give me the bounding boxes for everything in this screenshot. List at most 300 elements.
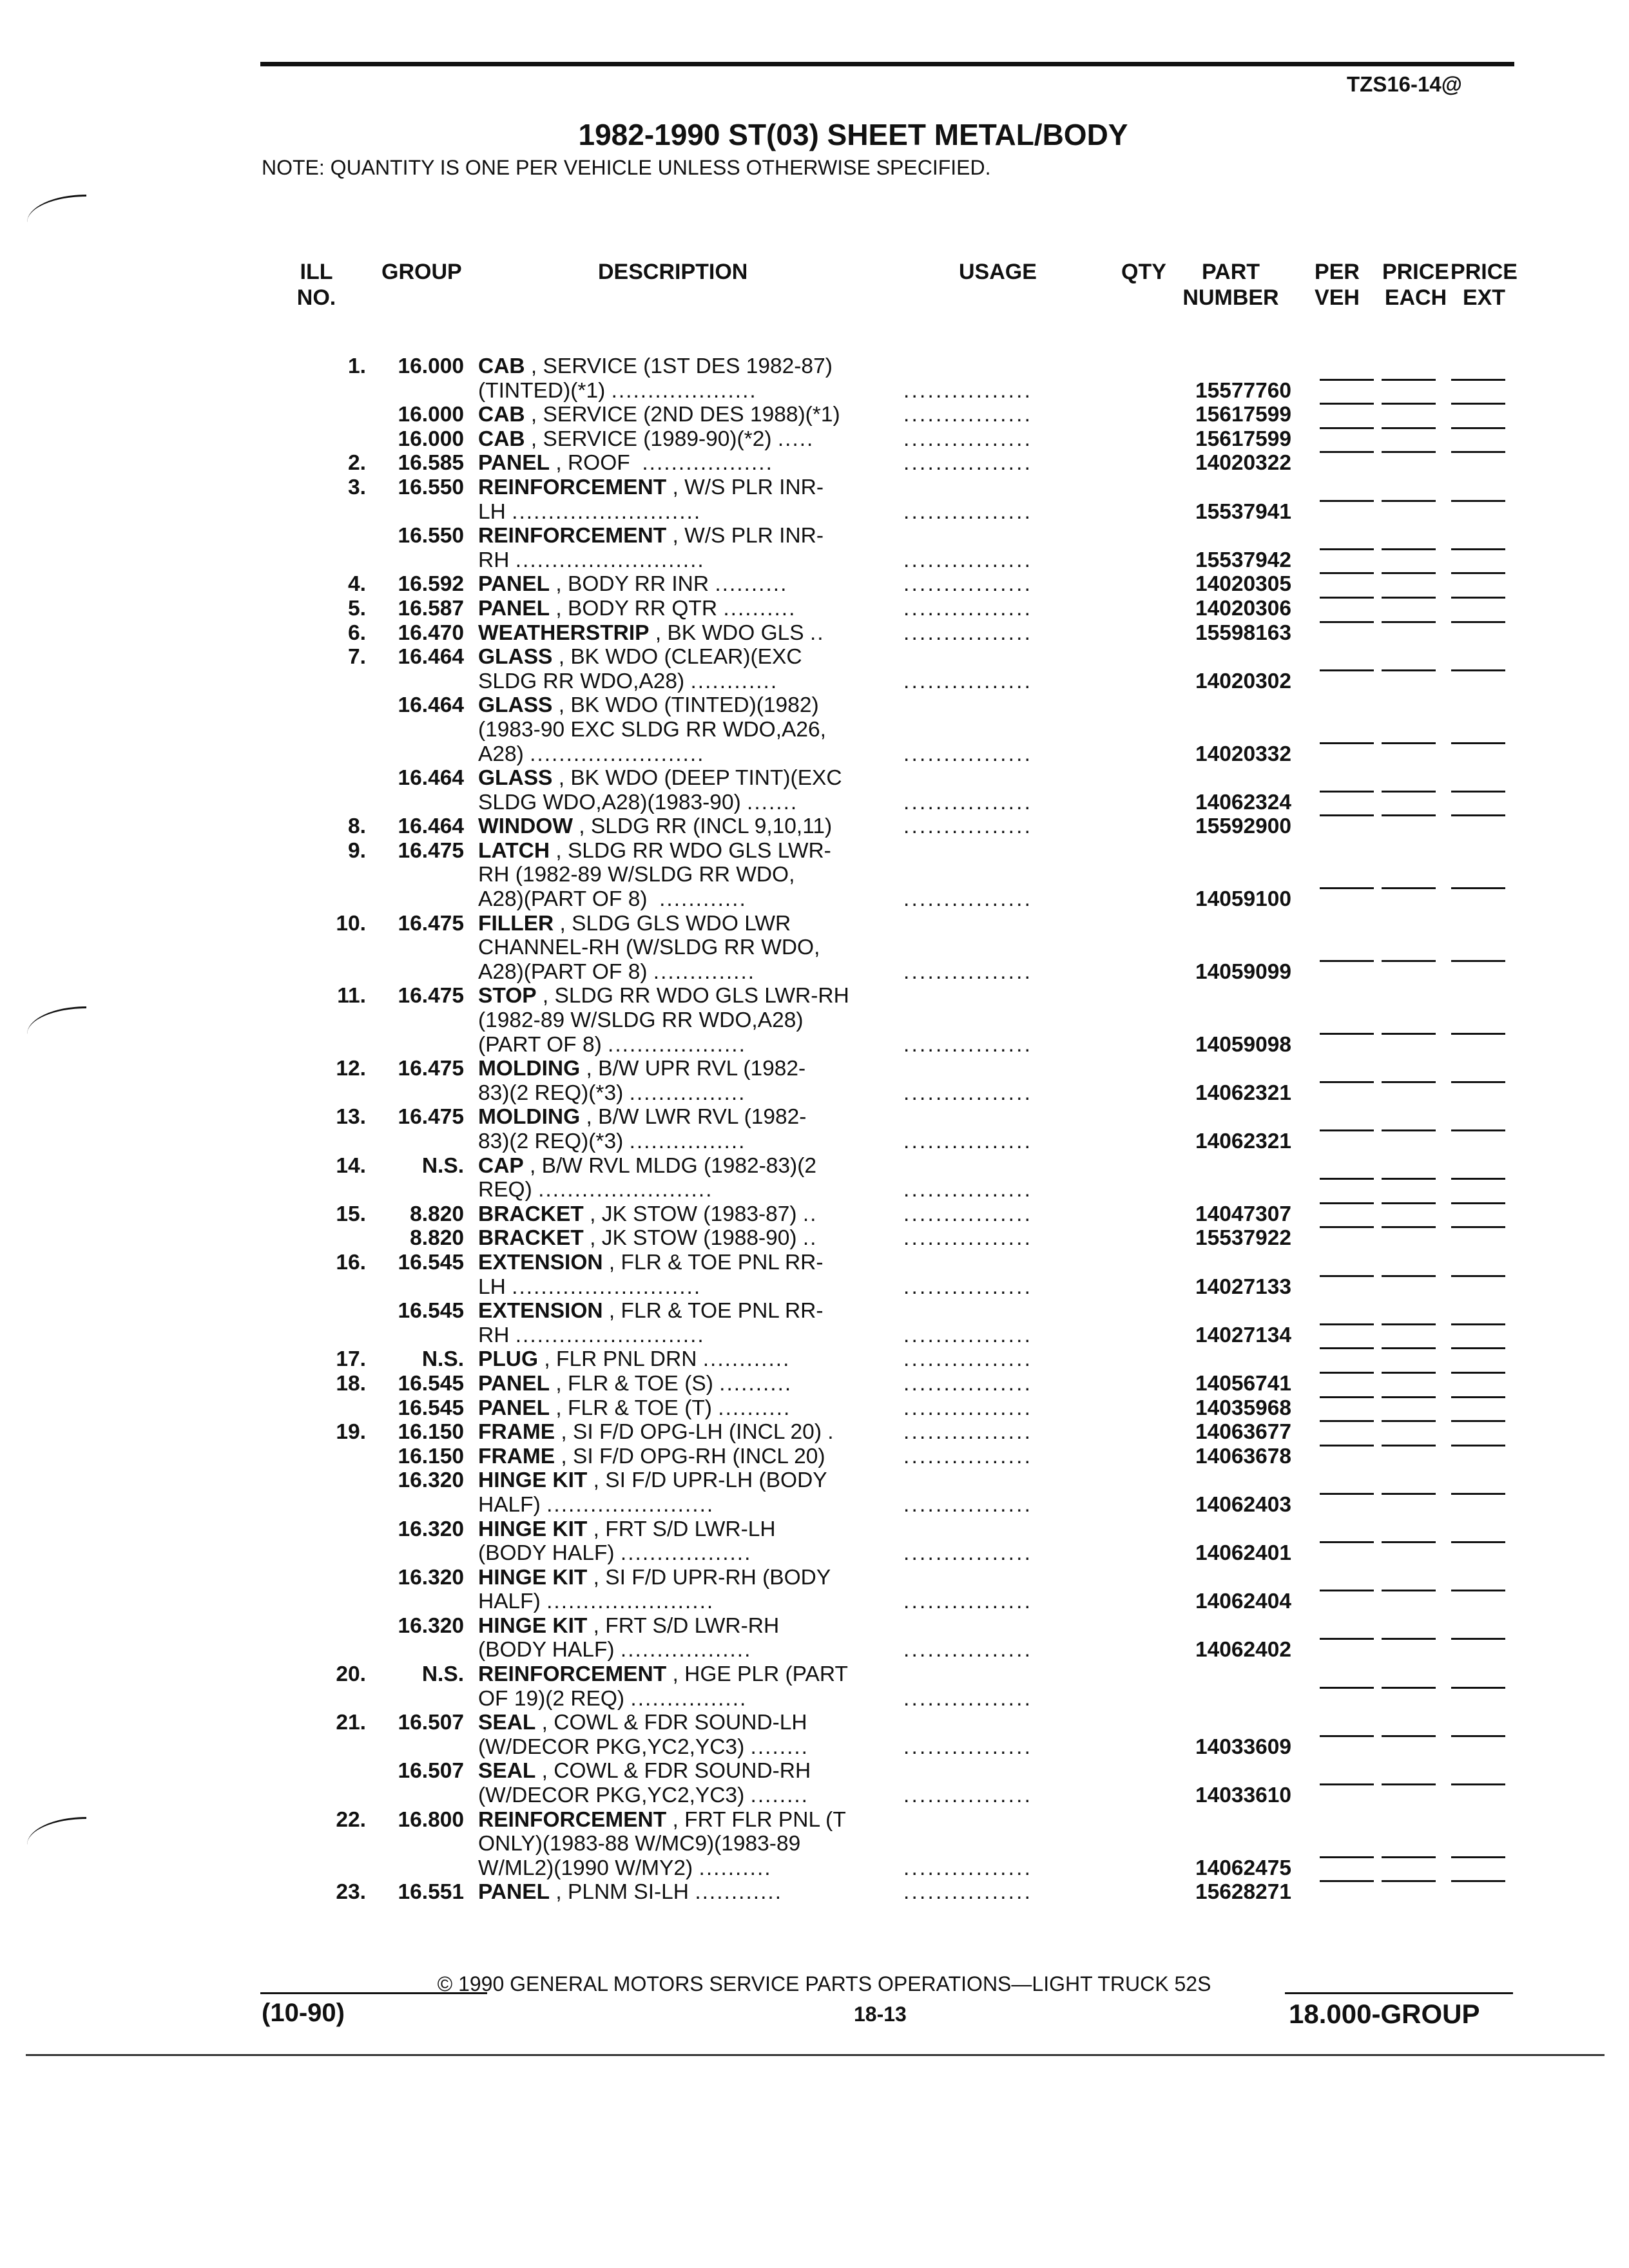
- description: [478, 451, 878, 476]
- group-number: N.S.: [421, 1662, 464, 1687]
- header-usage: USAGE: [959, 260, 1037, 284]
- header-price-each: PRICE EACH: [1382, 260, 1449, 310]
- description: [478, 1759, 878, 1783]
- usage-leader: ................: [903, 790, 1033, 814]
- table-row: [0, 887, 1629, 912]
- item-detail: (PART OF 8): [478, 1032, 608, 1057]
- per-veh-blank: [1320, 1445, 1374, 1446]
- part-number: 14062321: [1195, 1081, 1291, 1105]
- item-detail: , SLDG RR WDO GLS LWR-: [550, 838, 831, 863]
- group-number: 16.592: [398, 572, 464, 597]
- leader-dots: ............: [702, 1347, 791, 1372]
- description: [478, 1347, 878, 1372]
- group-number: 16.320: [398, 1613, 464, 1638]
- item-detail: OF 19)(2 REQ): [478, 1686, 631, 1711]
- price-each-blank: [1382, 1493, 1436, 1495]
- item-detail: , HGE PLR (PART: [666, 1662, 848, 1687]
- item-detail: , SLDG GLS WDO LWR: [554, 911, 791, 936]
- price-ext-blank: [1451, 572, 1505, 574]
- description: [478, 912, 878, 936]
- item-detail: , COWL & FDR SOUND-RH: [535, 1759, 811, 1783]
- part-number: 14033609: [1195, 1735, 1291, 1759]
- description: [478, 1711, 878, 1735]
- ill-number: 2.: [348, 451, 366, 476]
- usage-leader: ................: [903, 742, 1033, 766]
- per-veh-blank: [1320, 1275, 1374, 1277]
- item-name: HINGE KIT: [478, 1468, 588, 1493]
- description: [478, 1445, 878, 1469]
- price-ext-blank: [1451, 1226, 1505, 1228]
- part-number: 14059100: [1195, 887, 1291, 912]
- item-name: HINGE KIT: [478, 1613, 588, 1638]
- price-each-blank: [1382, 669, 1436, 671]
- usage-leader: ................: [903, 1735, 1033, 1759]
- table-row: [0, 1323, 1629, 1348]
- item-name: REINFORCEMENT: [478, 1662, 667, 1687]
- leader-dots: ..............: [653, 959, 756, 984]
- description: [478, 1033, 878, 1057]
- group-number: 16.470: [398, 620, 464, 645]
- page-title: 1982-1990 ST(03) SHEET METAL/BODY: [578, 118, 1128, 151]
- ill-number: 4.: [348, 572, 366, 597]
- part-number: 14020332: [1195, 742, 1291, 766]
- price-each-blank: [1382, 427, 1436, 429]
- price-each-blank: [1382, 621, 1436, 623]
- item-detail: (1983-90 EXC SLDG RR WDO,A26,: [478, 717, 826, 742]
- item-detail: (W/DECOR PKG,YC2,YC3): [478, 1735, 751, 1759]
- item-detail: , SI F/D UPR-RH (BODY: [587, 1565, 831, 1590]
- usage-leader: ................: [903, 1686, 1033, 1711]
- price-each-blank: [1382, 1638, 1436, 1640]
- group-number: 16.464: [398, 693, 464, 718]
- group-number: N.S.: [421, 1153, 464, 1178]
- price-ext-blank: [1451, 1178, 1505, 1180]
- part-number: 14059098: [1195, 1032, 1291, 1057]
- item-name: FILLER: [478, 911, 554, 936]
- description: [478, 1880, 878, 1905]
- description: [478, 1178, 878, 1202]
- header-part-number: PART NUMBER: [1182, 260, 1279, 310]
- price-ext-blank: [1451, 1202, 1505, 1204]
- per-veh-blank: [1320, 1590, 1374, 1591]
- table-row: [0, 1445, 1629, 1469]
- ill-number: 17.: [336, 1347, 366, 1372]
- table-row: [0, 1468, 1629, 1493]
- table-row: [0, 1299, 1629, 1323]
- price-ext-blank: [1451, 1275, 1505, 1277]
- leader-dots: ............: [659, 887, 747, 912]
- item-name: MOLDING: [478, 1057, 581, 1081]
- header-ill: ILL NO.: [296, 260, 336, 310]
- item-name: MOLDING: [478, 1105, 581, 1129]
- item-detail: RH (1982-89 W/SLDG RR WDO,: [478, 863, 795, 887]
- table-row: [0, 1735, 1629, 1760]
- part-number: 14020305: [1195, 572, 1291, 597]
- table-row: [0, 693, 1629, 718]
- description: [478, 766, 878, 791]
- table-row: [0, 621, 1629, 646]
- description: [478, 476, 878, 500]
- leader-dots: ..: [802, 1202, 818, 1226]
- price-each-blank: [1382, 1735, 1436, 1737]
- table-row: [0, 863, 1629, 887]
- ill-number: 5.: [348, 596, 366, 620]
- per-veh-blank: [1320, 1783, 1374, 1785]
- item-name: PANEL: [478, 1880, 550, 1905]
- leader-dots: ........: [750, 1735, 809, 1759]
- item-detail: , FLR & TOE (S): [550, 1371, 720, 1396]
- leader-dots: .......................: [546, 1492, 715, 1517]
- per-veh-blank: [1320, 960, 1374, 962]
- group-number: 8.820: [410, 1226, 464, 1251]
- per-veh-blank: [1320, 1493, 1374, 1495]
- top-rule: [260, 62, 1514, 66]
- description: [478, 742, 878, 767]
- price-ext-blank: [1451, 1541, 1505, 1543]
- footer-date: (10-90): [262, 1999, 345, 2027]
- table-row: [0, 1081, 1629, 1106]
- leader-dots: ..................: [620, 1638, 752, 1662]
- item-detail: (1982-89 W/SLDG RR WDO,A28): [478, 1008, 804, 1033]
- item-detail: SLDG RR WDO,A28): [478, 669, 691, 693]
- item-detail: , FLR PNL DRN: [538, 1347, 703, 1372]
- item-detail: , B/W RVL MLDG (1982-83)(2: [523, 1153, 816, 1178]
- item-name: PANEL: [478, 1371, 550, 1396]
- item-detail: , SLDG RR WDO GLS LWR-RH: [536, 984, 849, 1008]
- description: [478, 863, 878, 887]
- table-row: [0, 379, 1629, 403]
- per-veh-blank: [1320, 1541, 1374, 1543]
- price-each-blank: [1382, 1202, 1436, 1204]
- per-veh-blank: [1320, 1033, 1374, 1035]
- usage-leader: ................: [903, 548, 1033, 572]
- item-detail: ONLY)(1983-88 W/MC9)(1983-89: [478, 1832, 801, 1856]
- price-each-blank: [1382, 1590, 1436, 1591]
- group-number: 16.475: [398, 1057, 464, 1081]
- per-veh-blank: [1320, 572, 1374, 574]
- parts-list: [0, 354, 1629, 1905]
- group-number: 16.475: [398, 911, 464, 936]
- group-number: 16.464: [398, 814, 464, 839]
- price-ext-blank: [1451, 960, 1505, 962]
- usage-leader: ................: [903, 1420, 1033, 1445]
- group-number: 16.507: [398, 1711, 464, 1735]
- price-each-blank: [1382, 1347, 1436, 1349]
- usage-leader: ................: [903, 378, 1033, 403]
- price-ext-blank: [1451, 1372, 1505, 1374]
- table-row: [0, 451, 1629, 476]
- price-ext-blank: [1451, 887, 1505, 889]
- description: [478, 524, 878, 548]
- item-name: HINGE KIT: [478, 1565, 588, 1590]
- ill-number: 8.: [348, 814, 366, 839]
- header-price-ext: PRICE EXT: [1451, 260, 1518, 310]
- table-row: [0, 1880, 1629, 1905]
- per-veh-blank: [1320, 1226, 1374, 1228]
- table-row: [0, 1517, 1629, 1542]
- description: [478, 572, 878, 597]
- description: [478, 1735, 878, 1760]
- per-veh-blank: [1320, 1081, 1374, 1083]
- leader-dots: ..........: [719, 1371, 793, 1396]
- description: [478, 1590, 878, 1614]
- group-number: 16.475: [398, 1105, 464, 1129]
- group-number: 16.545: [398, 1250, 464, 1274]
- leader-dots: ................: [630, 1686, 747, 1711]
- item-detail: REQ): [478, 1178, 539, 1202]
- description: [478, 1372, 878, 1396]
- leader-dots: ..................: [642, 451, 773, 476]
- price-each-blank: [1382, 1129, 1436, 1131]
- table-row: [0, 1566, 1629, 1590]
- price-ext-blank: [1451, 1735, 1505, 1737]
- table-row: [0, 960, 1629, 985]
- part-number: 14063678: [1195, 1444, 1291, 1468]
- usage-leader: ................: [903, 1590, 1033, 1614]
- item-detail: LH: [478, 499, 512, 524]
- leader-dots: ..........: [699, 1856, 772, 1880]
- part-number: 14063677: [1195, 1420, 1291, 1445]
- usage-leader: ................: [903, 887, 1033, 912]
- item-detail: , SERVICE (1989-90)(*2): [525, 427, 778, 451]
- usage-leader: ................: [903, 1492, 1033, 1517]
- price-each-blank: [1382, 960, 1436, 962]
- usage-leader: ................: [903, 1444, 1033, 1468]
- per-veh-blank: [1320, 621, 1374, 623]
- group-number: 16.464: [398, 645, 464, 669]
- description: [478, 645, 878, 669]
- price-each-blank: [1382, 500, 1436, 502]
- group-number: 16.000: [398, 427, 464, 451]
- leader-dots: ..: [809, 620, 825, 645]
- ill-number: 14.: [336, 1153, 366, 1178]
- price-each-blank: [1382, 1880, 1436, 1882]
- usage-leader: ................: [903, 1783, 1033, 1808]
- header-description: DESCRIPTION: [598, 260, 748, 284]
- table-row: [0, 936, 1629, 960]
- part-number: 15598163: [1195, 620, 1291, 645]
- group-number: 16.551: [398, 1880, 464, 1905]
- table-row: [0, 1396, 1629, 1421]
- table-row: [0, 1808, 1629, 1832]
- item-detail: , SI F/D OPG-RH (INCL 20): [555, 1444, 825, 1468]
- part-number: 15592900: [1195, 814, 1291, 839]
- per-veh-blank: [1320, 427, 1374, 429]
- per-veh-blank: [1320, 379, 1374, 381]
- price-ext-blank: [1451, 1783, 1505, 1785]
- item-name: CAB: [478, 354, 525, 378]
- price-ext-blank: [1451, 1081, 1505, 1083]
- part-number: 15617599: [1195, 427, 1291, 451]
- description: [478, 1105, 878, 1129]
- leader-dots: .: [827, 1420, 835, 1445]
- group-number: 16.320: [398, 1468, 464, 1493]
- item-detail: A28)(PART OF 8): [478, 887, 660, 912]
- usage-leader: ................: [903, 403, 1033, 427]
- per-veh-blank: [1320, 1856, 1374, 1858]
- document-code: TZS16-14@: [1347, 72, 1462, 96]
- description: [478, 839, 878, 863]
- leader-dots: ..........: [723, 596, 796, 620]
- usage-leader: ................: [903, 620, 1033, 645]
- item-name: PANEL: [478, 572, 550, 597]
- item-detail: , B/W UPR RVL (1982-: [580, 1057, 806, 1081]
- item-detail: , SERVICE (2ND DES 1988)(*1): [525, 403, 840, 427]
- item-name: CAB: [478, 427, 525, 451]
- price-ext-blank: [1451, 1493, 1505, 1495]
- part-number: 15537922: [1195, 1226, 1291, 1251]
- price-each-blank: [1382, 1372, 1436, 1374]
- description: [478, 1541, 878, 1566]
- table-row: [0, 1202, 1629, 1227]
- usage-leader: ................: [903, 1638, 1033, 1662]
- footer-page-number: 18-13: [854, 2003, 907, 2026]
- ill-number: 15.: [336, 1202, 366, 1226]
- price-ext-blank: [1451, 621, 1505, 623]
- header-qty: QTY: [1121, 260, 1166, 284]
- group-number: 16.550: [398, 475, 464, 499]
- header-group: GROUP: [381, 260, 462, 284]
- table-row: [0, 1590, 1629, 1614]
- price-each-blank: [1382, 1396, 1436, 1398]
- usage-leader: ................: [903, 572, 1033, 597]
- group-number: 16.550: [398, 524, 464, 548]
- item-name: HINGE KIT: [478, 1517, 588, 1541]
- ill-number: 22.: [336, 1807, 366, 1832]
- usage-leader: ................: [903, 1371, 1033, 1396]
- ill-number: 7.: [348, 645, 366, 669]
- price-each-blank: [1382, 791, 1436, 793]
- ill-number: 10.: [336, 911, 366, 936]
- table-row: [0, 1783, 1629, 1808]
- item-name: EXTENSION: [478, 1250, 603, 1274]
- item-name: FRAME: [478, 1444, 555, 1468]
- part-number: 14062404: [1195, 1590, 1291, 1614]
- group-number: 16.587: [398, 596, 464, 620]
- item-name: CAB: [478, 403, 525, 427]
- table-row: [0, 1420, 1629, 1445]
- item-name: PLUG: [478, 1347, 539, 1372]
- group-number: N.S.: [421, 1347, 464, 1372]
- description: [478, 1856, 878, 1881]
- group-number: 16.464: [398, 766, 464, 791]
- description: [478, 500, 878, 524]
- item-name: PANEL: [478, 596, 550, 620]
- item-detail: , BK WDO GLS: [649, 620, 810, 645]
- usage-leader: ................: [903, 1274, 1033, 1299]
- description: [478, 984, 878, 1008]
- description: [478, 1468, 878, 1493]
- table-row: [0, 1372, 1629, 1396]
- table-row: [0, 1541, 1629, 1566]
- part-number: 14062321: [1195, 1129, 1291, 1153]
- description: [478, 1517, 878, 1542]
- price-ext-blank: [1451, 1033, 1505, 1035]
- description: [478, 1420, 878, 1445]
- per-veh-blank: [1320, 500, 1374, 502]
- description: [478, 1832, 878, 1856]
- item-detail: , FLR & TOE PNL RR-: [602, 1299, 824, 1323]
- item-detail: (BODY HALF): [478, 1541, 621, 1566]
- item-detail: HALF): [478, 1590, 547, 1614]
- price-each-blank: [1382, 1178, 1436, 1180]
- part-number: 14020302: [1195, 669, 1291, 693]
- ill-number: 11.: [337, 984, 366, 1008]
- table-row: [0, 354, 1629, 379]
- item-detail: W/ML2)(1990 W/MY2): [478, 1856, 699, 1880]
- table-row: [0, 1033, 1629, 1057]
- price-ext-blank: [1451, 1129, 1505, 1131]
- description: [478, 1566, 878, 1590]
- description: [478, 621, 878, 646]
- ill-number: 6.: [348, 620, 366, 645]
- description: [478, 1808, 878, 1832]
- part-number: 14062401: [1195, 1541, 1291, 1566]
- item-detail: , BK WDO (DEEP TINT)(EXC: [552, 766, 842, 791]
- per-veh-blank: [1320, 1880, 1374, 1882]
- table-row: [0, 1226, 1629, 1251]
- part-number: 14056741: [1195, 1371, 1291, 1396]
- item-name: WEATHERSTRIP: [478, 620, 650, 645]
- price-ext-blank: [1451, 379, 1505, 381]
- item-detail: , BK WDO (CLEAR)(EXC: [552, 645, 802, 669]
- group-number: 16.507: [398, 1759, 464, 1783]
- price-each-blank: [1382, 379, 1436, 381]
- usage-leader: ................: [903, 1856, 1033, 1880]
- group-number: 16.320: [398, 1565, 464, 1590]
- description: [478, 1687, 878, 1711]
- price-ext-blank: [1451, 403, 1505, 405]
- table-row: [0, 1832, 1629, 1856]
- group-number: 16.475: [398, 838, 464, 863]
- item-name: BRACKET: [478, 1226, 584, 1251]
- ill-number: 12.: [336, 1057, 366, 1081]
- table-row: [0, 1614, 1629, 1639]
- item-detail: HALF): [478, 1492, 547, 1517]
- item-name: GLASS: [478, 645, 553, 669]
- part-number: 15628271: [1195, 1880, 1291, 1905]
- table-row: [0, 1662, 1629, 1687]
- leader-dots: ....................: [611, 378, 757, 403]
- price-ext-blank: [1451, 427, 1505, 429]
- item-name: STOP: [478, 984, 537, 1008]
- item-name: SEAL: [478, 1759, 536, 1783]
- price-each-blank: [1382, 1420, 1436, 1422]
- description: [478, 814, 878, 839]
- table-row: [0, 839, 1629, 863]
- usage-leader: ................: [903, 1323, 1033, 1347]
- price-ext-blank: [1451, 1856, 1505, 1858]
- usage-leader: ................: [903, 499, 1033, 524]
- item-detail: , COWL & FDR SOUND-LH: [535, 1711, 807, 1735]
- description: [478, 718, 878, 742]
- per-veh-blank: [1320, 548, 1374, 550]
- leader-dots: ........................: [538, 1178, 713, 1202]
- leader-dots: ..: [802, 1226, 818, 1251]
- item-detail: , BODY RR QTR: [550, 596, 724, 620]
- ill-number: 1.: [348, 354, 366, 378]
- ill-number: 20.: [336, 1662, 366, 1687]
- table-row: [0, 791, 1629, 815]
- table-row: [0, 597, 1629, 621]
- table-row: [0, 1347, 1629, 1372]
- table-row: [0, 1493, 1629, 1517]
- item-name: CAP: [478, 1153, 524, 1178]
- item-name: EXTENSION: [478, 1299, 603, 1323]
- leader-dots: ..........................: [512, 1274, 702, 1299]
- description: [478, 1202, 878, 1227]
- description: [478, 960, 878, 985]
